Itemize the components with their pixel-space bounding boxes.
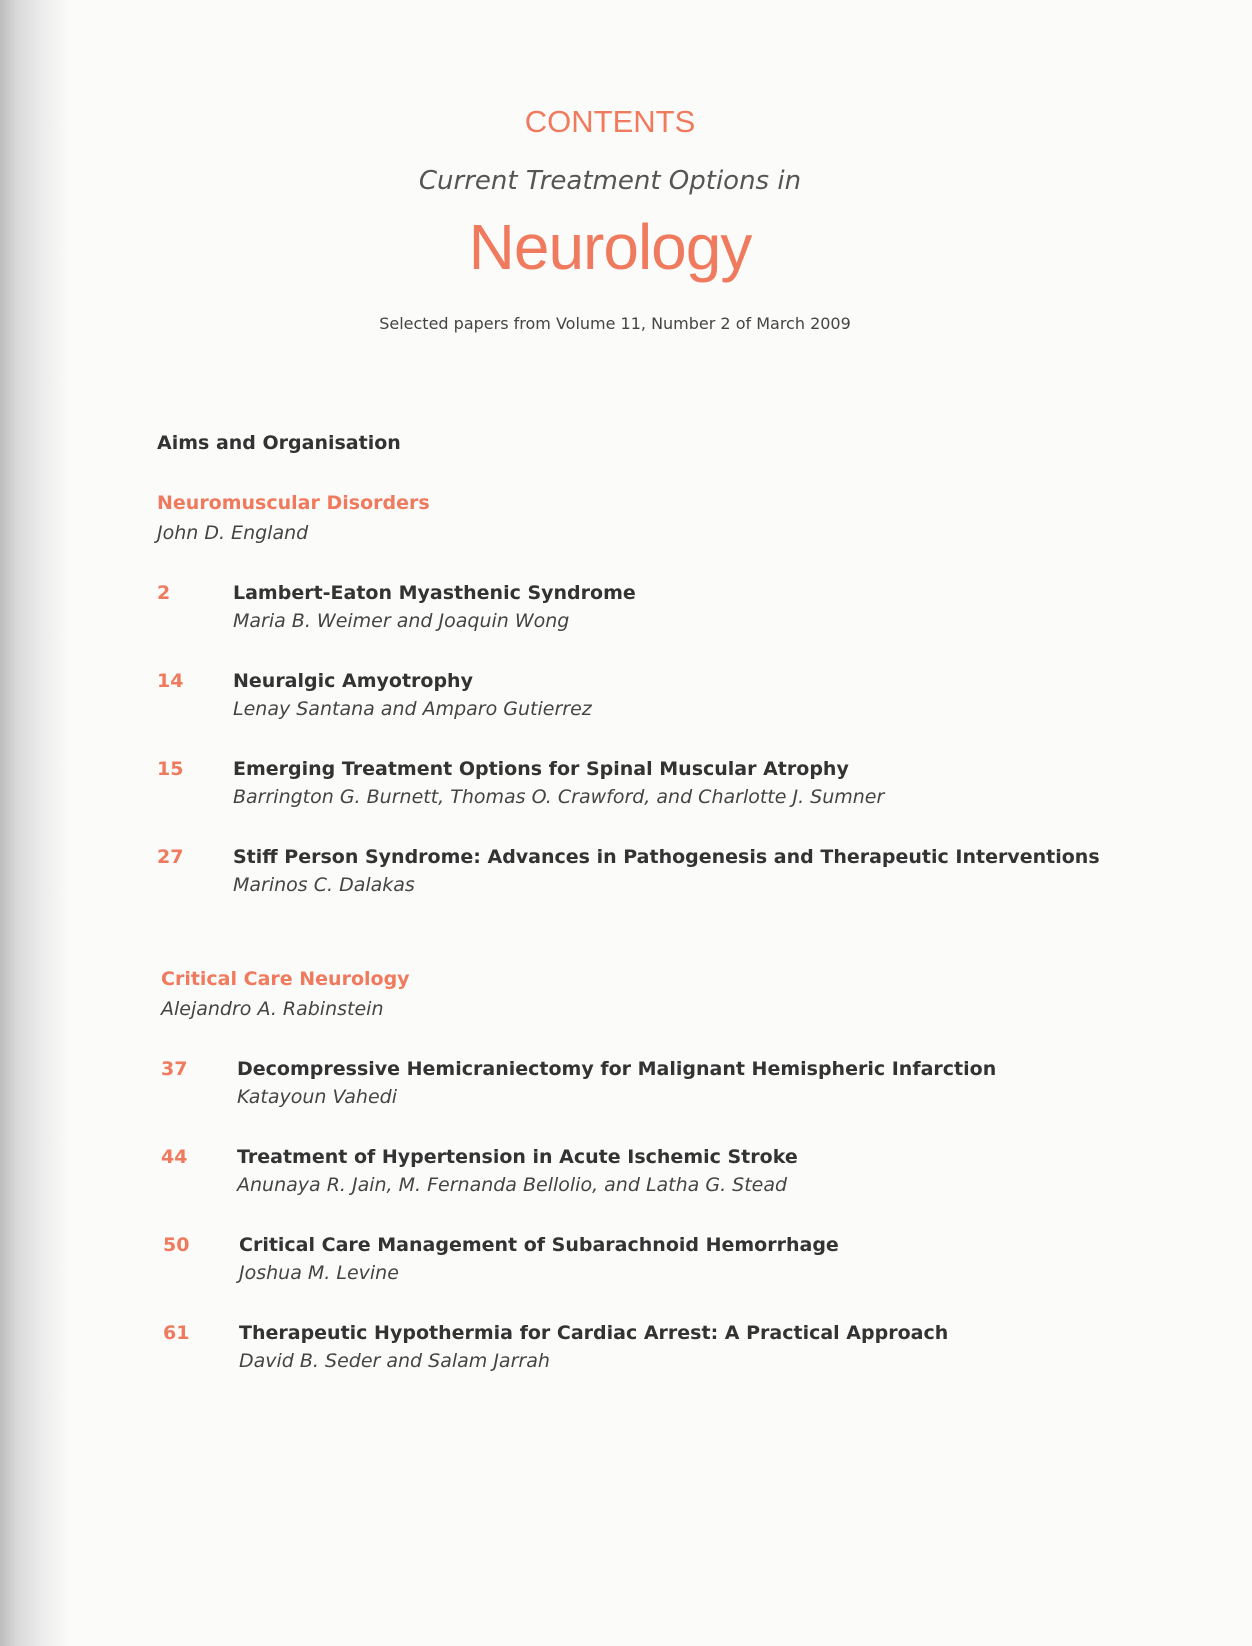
article-title: Treatment of Hypertension in Acute Ischemic Stroke	[237, 1146, 798, 1168]
article-title: Decompressive Hemicraniectomy for Malignant Hemispheric Infarction	[237, 1058, 997, 1080]
page-number: 37	[161, 1058, 188, 1080]
article-authors: Lenay Santana and Amparo Gutierrez	[233, 698, 592, 720]
article-title: Therapeutic Hypothermia for Cardiac Arrest: A Practical Approach	[239, 1322, 949, 1344]
page-number: 27	[157, 846, 184, 868]
article-authors: Anunaya R. Jain, M. Fernanda Bellolio, and Latha G. Stead	[237, 1174, 788, 1196]
page-number: 61	[163, 1322, 190, 1344]
section-title: Critical Care Neurology	[161, 968, 410, 990]
page-number: 50	[163, 1234, 190, 1256]
article-authors: David B. Seder and Salam Jarrah	[239, 1350, 550, 1372]
aims-link[interactable]: Aims and Organisation	[157, 432, 401, 454]
issue-note: Selected papers from Volume 11, Number 2 of March 2009	[379, 314, 851, 333]
article-title: Emerging Treatment Options for Spinal Muscular Atrophy	[233, 758, 849, 780]
article-authors: Katayoun Vahedi	[237, 1086, 398, 1108]
section-title: Neuromuscular Disorders	[157, 492, 430, 514]
article-authors: Marinos C. Dalakas	[233, 874, 415, 896]
section-editor: Alejandro A. Rabinstein	[161, 998, 384, 1020]
article-title: Neuralgic Amyotrophy	[233, 670, 473, 692]
article-title: Stiff Person Syndrome: Advances in Pathogenesis and Therapeutic Interventions	[233, 846, 1100, 868]
contents-heading: CONTENTS	[524, 104, 696, 139]
article-title: Critical Care Management of Subarachnoid Hemorrhage	[239, 1234, 839, 1256]
article-authors: Joshua M. Levine	[239, 1262, 399, 1284]
page-number: 14	[157, 670, 184, 692]
journal-subtitle: Current Treatment Options in	[418, 166, 802, 196]
page-number: 2	[157, 582, 171, 604]
article-authors: Maria B. Weimer and Joaquin Wong	[233, 610, 570, 632]
journal-title: Neurology	[468, 211, 752, 283]
page-number: 44	[161, 1146, 188, 1168]
article-authors: Barrington G. Burnett, Thomas O. Crawford, and Charlotte J. Sumner	[233, 786, 885, 808]
page-number: 15	[157, 758, 184, 780]
section-editor: John D. England	[157, 522, 309, 544]
article-title: Lambert-Eaton Myasthenic Syndrome	[233, 582, 636, 604]
